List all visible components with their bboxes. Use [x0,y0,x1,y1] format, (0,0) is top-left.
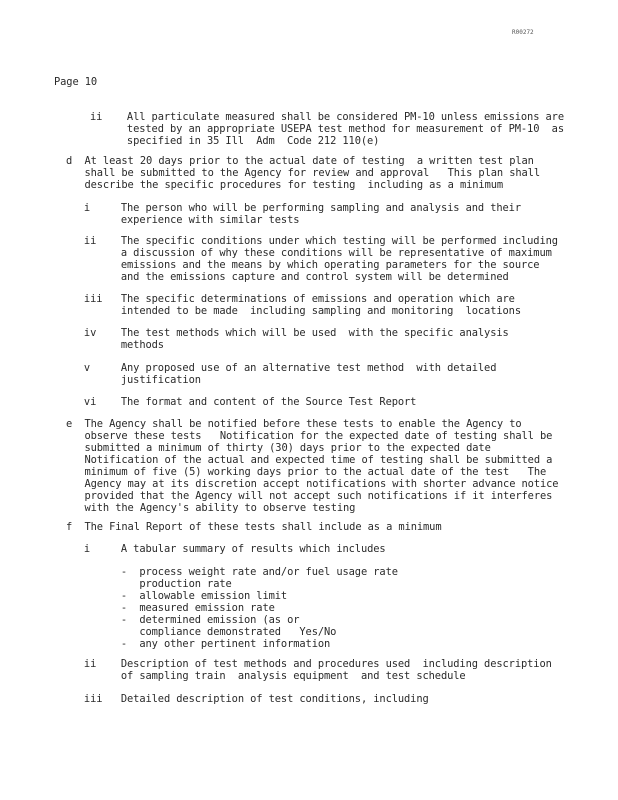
body-line: provided that the Agency will not accept such notifications if it interferes [66,490,553,502]
body-line: Agency may at its discretion accept notifications with shorter advance notice [66,478,559,490]
body-line: describe the specific procedures for testing including as a minimum [66,179,504,191]
body-line: emissions and the means by which operating parameters for the source [47,259,540,271]
body-line: shall be submitted to the Agency for review and approval This plan shall [66,167,540,179]
body-line: of sampling train analysis equipment and test schedule [47,670,466,682]
body-line: methods [47,339,164,351]
body-line: a discussion of why these conditions will be representative of maximum [47,247,552,259]
body-line: e The Agency shall be notified before these tests to enable the Agency to [66,418,522,430]
body-line: justification [47,374,201,386]
body-line: i A tabular summary of results which includes [47,543,386,555]
body-line: iii Detailed description of test conditions, including [47,693,429,705]
body-line: - process weight rate and/or fuel usage rate [47,566,398,578]
body-line: observe these tests Notification for the expected date of testing shall be [66,430,553,442]
body-line: i The person who will be performing sampling and analysis and their [47,202,521,214]
body-line: - allowable emission limit [47,590,288,602]
body-line: intended to be made including sampling and monitoring locations [47,305,521,317]
body-line: minimum of five (5) working days prior to the actual date of the test The [66,466,547,478]
body-line: with the Agency's ability to observe testing [66,502,356,514]
body-line: - measured emission rate [47,602,275,614]
body-line: production rate [47,578,232,590]
body-line: submitted a minimum of thirty (30) days prior to the expected date [66,442,491,454]
body-line: iv The test methods which will be used with the specific analysis [47,327,509,339]
body-line: iii The specific determinations of emissions and operation which are [47,293,515,305]
body-line: Notification of the actual and expected time of testing shall be submitted a [66,454,553,466]
body-line: vi The format and content of the Source Test Report [47,396,417,408]
body-line: f The Final Report of these tests shall include as a minimum [66,521,442,533]
body-line: ii Description of test methods and procedures used including description [47,658,552,670]
body-line: v Any proposed use of an alternative test method with detailed [47,362,497,374]
body-line: - any other pertinent information [47,638,331,650]
body-line: compliance demonstrated Yes/No [47,626,337,638]
body-line: specified in 35 Ill Adm Code 212 110(e) [90,135,380,147]
body-line: - determined emission (as or [47,614,300,626]
body-line: ii All particulate measured shall be considered PM-10 unless emissions are [90,111,564,123]
page-label: Page 10 [54,76,98,88]
body-line: d At least 20 days prior to the actual date of testing a written test plan [66,155,534,167]
body-line: and the emissions capture and control system will be determined [47,271,509,283]
body-line: tested by an appropriate USEPA test method for measurement of PM-10 as [90,123,564,135]
body-line: ii The specific conditions under which testing will be performed including [47,235,558,247]
body-line: experience with similar tests [47,214,300,226]
header-stamp: R00272 [512,29,534,36]
